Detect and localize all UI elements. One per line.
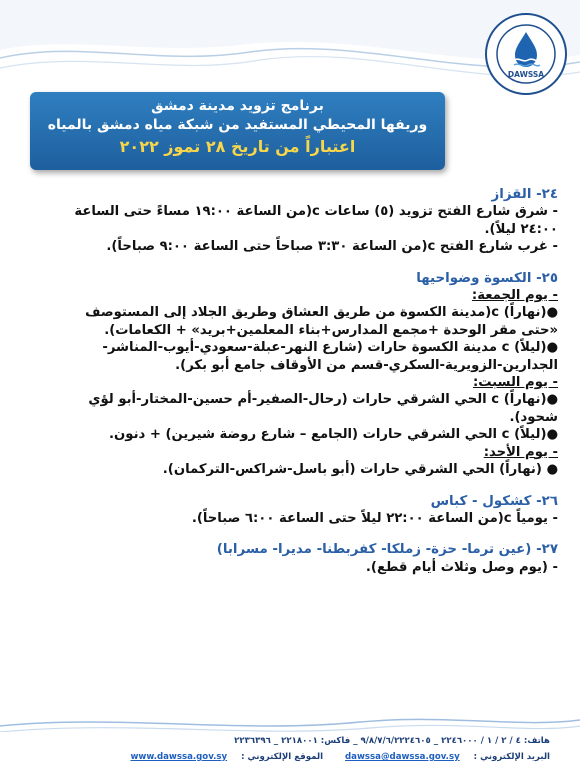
footer-site-label: الموقع الإلكتروني : [241, 752, 324, 762]
section-25-saturday-line-2: شحود). [509, 409, 558, 425]
footer-email-link[interactable]: dawssa@dawssa.gov.sy [345, 752, 460, 762]
section-25-saturday-label: - يوم السبت: [472, 375, 558, 391]
title-banner [30, 92, 445, 170]
section-26-title: ٢٦- كشكول - كباس [430, 493, 558, 509]
section-24-line-2: ٢٤:٠٠ ليلاً). [484, 221, 558, 237]
footer-email-label: البريد الإلكتروني : [473, 752, 550, 762]
contact-footer [0, 732, 580, 770]
section-25-friday-line-2: «حتى مقر الوحدة +مجمع المدارس+بناء المعلمين+بريد» + الكعامات). [104, 322, 558, 338]
section-26-line-1: - يومياً c(من الساعة ٢٢:٠٠ ليلاً حتى الساعة ٦:٠٠ صباحاً). [191, 510, 558, 526]
section-25-sunday-label: - يوم الأحد: [483, 444, 558, 460]
svg-text:DAWSSA: DAWSSA [507, 70, 545, 79]
section-25-friday-line-1: ●(نهاراً) c(مدينة الكسوة من طريق العشاق وطريق الجلاد إلى المستوصف [85, 305, 558, 321]
section-24-line-3: - غرب شارع الفتح c(من الساعة ٣:٣٠ صباحاً حتى الساعة ٩:٠٠ صباحاً). [106, 239, 558, 255]
section-25-friday-line-3: ●(ليلاً) c مدينة الكسوة حارات (شارع النهر-عبلة-سعودي-أيوب-المناشر- [102, 340, 558, 356]
dawssa-logo [484, 12, 568, 96]
section-27-title: ٢٧- (عين ترما- حزة- زملكا- كفربطنا- مديرا- مسرابا) [216, 542, 558, 558]
banner-line-2: وريفها المحيطي المستفيد من شبكة مياه دمشق بالمياه [47, 117, 428, 133]
section-27-line-1: - (يوم وصل وثلاث أيام قطع). [365, 559, 558, 575]
schedule-content [18, 186, 558, 576]
section-24-line-1: - شرق شارع الفتح تزويد (٥) ساعات c(من الساعة ١٩:٠٠ مساءً حتى الساعة [74, 204, 558, 220]
section-25-sunday-line-1: ● (نهاراً) الحي الشرقي حارات (أبو باسل-شراكس-التركمان). [162, 462, 558, 478]
banner-date-line: اعتباراً من تاريخ ٢٨ تموز ٢٠٢٢ [119, 137, 356, 156]
section-25-title: ٢٥- الكسوة وضواحيها [416, 270, 558, 286]
footer-site-link[interactable]: www.dawssa.gov.sy [130, 752, 228, 762]
section-25-friday-line-4: الجدارين-الزويرية-السكري-قسم من الأوقاف جامع أبو بكر). [175, 357, 558, 373]
section-24-title: ٢٤- القزاز [491, 187, 558, 202]
section-25-saturday-line-3: ●(ليلاً) c الحي الشرقي حارات (الجامع – شارع روضة شيرين) + دنون. [109, 427, 558, 443]
footer-phone-fax: هاتف: ٤ / ٢ / ١ / ٢٢٤٦٠٠٠ _ ٩/٨/٧/٦/٢٢٢٤٦٠٥ _ فاكس: ٢٢١٨٠٠١ _ ٢٢٣٦٣٩٦ [234, 736, 550, 746]
section-25-friday-label: - يوم الجمعة: [471, 288, 558, 304]
banner-line-1: برنامج تزويد مدينة دمشق [151, 98, 324, 114]
footer-contacts [130, 752, 550, 762]
section-25-saturday-line-1: ●(نهاراً) c الحي الشرقي حارات (رحال-الصفير-أم حسين-المختار-أبو لؤي [88, 392, 558, 408]
